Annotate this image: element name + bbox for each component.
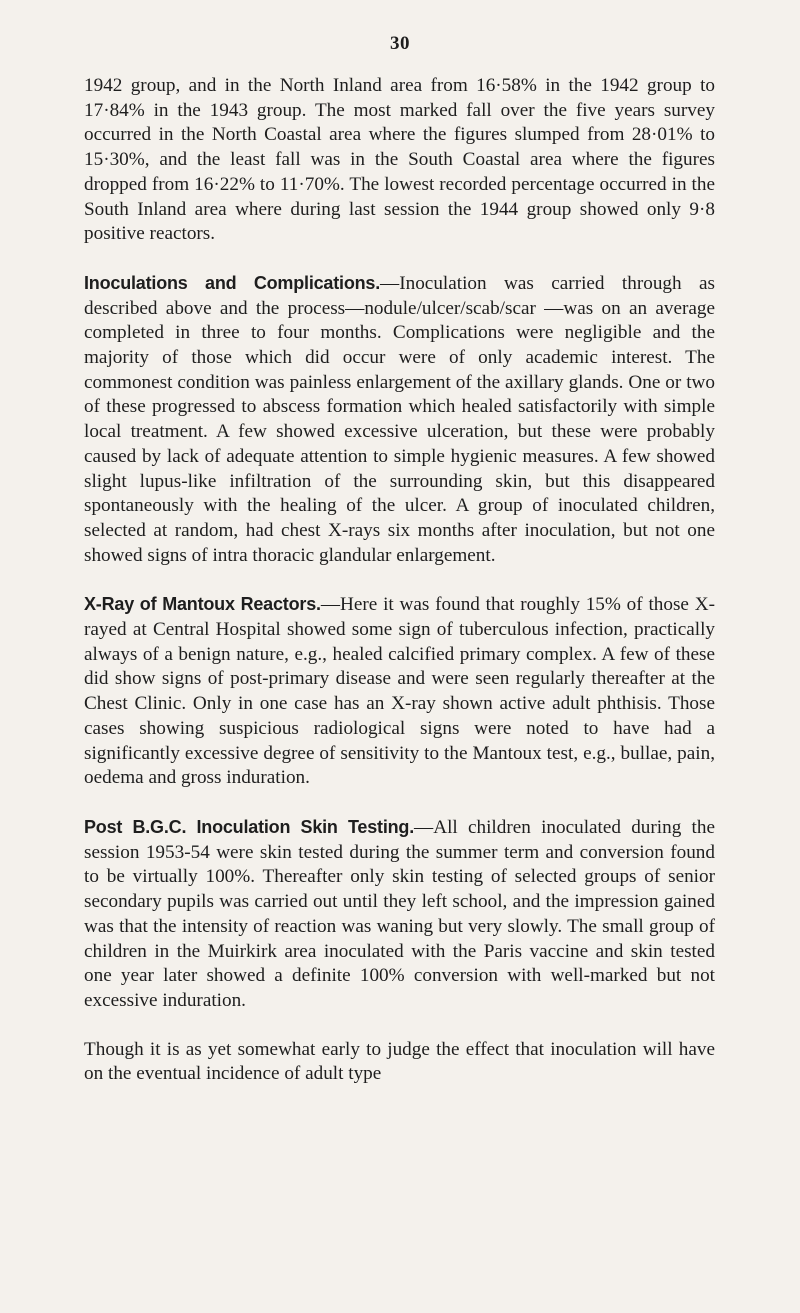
paragraph-xray-mantoux-reactors [84,592,715,791]
paragraph-closing [84,1038,715,1087]
paragraph-survey-results [84,74,715,247]
section-heading: X-Ray of Mantoux Reactors. [84,594,321,615]
paragraph-text: Though it is as yet somewhat early to judge the effect that inoculation will have on the eventual incidence of adult type [84,1038,715,1085]
paragraph-text: —Here it was found that roughly 15% of those X-rayed at Central Hospital showed some sign of tuberculous infection, practically always of a benign nature, e.g., healed calcified primary complex. A few of these did show signs of post-primary disease and were seen regularly thereafter at the Chest Clinic. Only in one case has an X-ray shown active adult phthisis. Those cases showing suspicious radiological signs were noted to have had a significantly excessive degree of sensitivity to the Mantoux test, e.g., bullae, pain, oedema and gross induration. [84,594,715,789]
page-number: 30 [390,33,410,54]
body-text [84,74,715,1087]
paragraph-text: —All children inoculated during the session 1953-54 were skin tested during the summer term and conversion found to be virtually 100%. Thereafter only skin testing of selected groups of senior secondary pupils was carried out until they left school, and the impression gained was that the intensity of reaction was waning but very slowly. The small group of children in the Muirkirk area inoculated with the Paris vaccine and skin tested one year later showed a definite 100% conversion with well-marked but not excessive induration. [84,816,715,1011]
section-heading: Inoculations and Complications. [84,272,381,293]
paragraph-text: 1942 group, and in the North Inland area from 16·58% in the 1942 group to 17·84% in the 1943 group. The most marked fall over the five years survey occurred in the North Coastal area where the figures slumped from 28·01% to 15·30%, and the least fall was in the South Coastal area where the figures dropped from 16·22% to 11·70%. The lowest recorded percentage occurred in the South Inland area where during last session the 1944 group showed only 9·8 positive reactors. [84,75,715,245]
paragraph-post-bcg-skin-testing [84,815,715,1014]
section-heading: Post B.G.C. Inoculation Skin Testing. [84,816,415,837]
paragraph-text: —Inoculation was carried through as described above and the process—nodule/ulcer/scab/scar —was on an average completed in three to four months. Complications were negligible and the majority of those which did occur were of only academic interest. The commonest condition was painless enlargement of the axillary glands. One or two of these progressed to abscess formation which healed satisfactorily with simple local treatment. A few showed excessive ulceration, but these were probably caused by lack of adequate attention to simple hygienic measures. A few showed slight lupus-like infiltration of the surrounding skin, but this disappeared spontaneously with the healing of the ulcer. A group of inoculated children, selected at random, had chest X-rays six months after inoculation, but not one showed signs of intra thoracic glandular enlargement. [84,272,715,566]
paragraph-inoculations-complications [84,271,715,568]
